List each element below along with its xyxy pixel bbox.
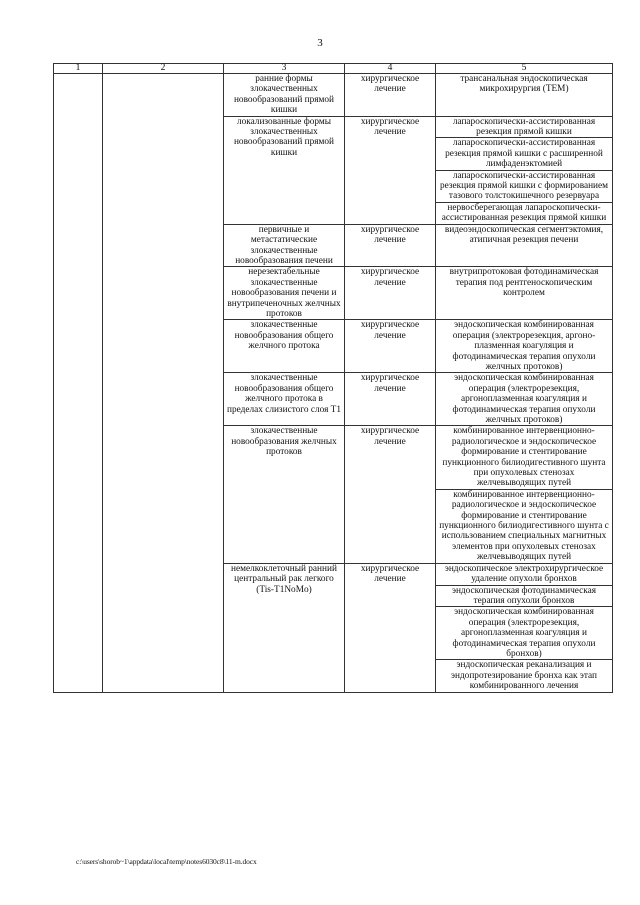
treatment-cell: хирургическое лечение <box>345 373 436 426</box>
method-cell: эндоскопическая фотодинамическая терапия опухоли бронхов <box>436 585 613 607</box>
method-cell: эндоскопическая комбинированная операция (электрорезекция, аргоноплазменная коагуляция и фотодинамическая терапия опухоли бронхов) <box>436 607 613 660</box>
table-header-row <box>54 64 613 74</box>
col2-cell <box>103 74 224 693</box>
treatment-cell: хирургическое лечение <box>345 224 436 267</box>
diagnosis-cell: злокачественные новообразования общего желчного протока в пределах слизистого слоя T1 <box>224 373 345 426</box>
diagnosis-cell: немелкоклеточный ранний центральный рак легкого (Tis-T1NoMo) <box>224 563 345 692</box>
diagnosis-cell: нерезектабельные злокачественные новообразования печени и внутрипеченочных желчных протоков <box>224 267 345 320</box>
method-cell: лапароскопически-ассистированная резекция прямой кишки <box>436 116 613 138</box>
footer-file-path: c:\users\shorob~1\appdata\local\temp\notes6030c8\11-m.docx <box>76 857 257 866</box>
page-number: 3 <box>317 37 323 49</box>
diagnosis-cell: злокачественные новообразования общего желчного протока <box>224 320 345 373</box>
diagnosis-cell: ранние формы злокачественных новообразований прямой кишки <box>224 74 345 117</box>
treatment-cell: хирургическое лечение <box>345 563 436 692</box>
method-cell: эндоскопическое электрохирургическое удаление опухоли бронхов <box>436 563 613 585</box>
method-cell: эндоскопическая реканализация и эндопротезирование бронха как этап комбинированного лечения <box>436 660 613 692</box>
column-header: 5 <box>436 64 613 74</box>
column-header: 3 <box>224 64 345 74</box>
table-row <box>54 74 613 117</box>
treatment-cell: хирургическое лечение <box>345 116 436 224</box>
treatment-cell: хирургическое лечение <box>345 267 436 320</box>
method-cell: комбинированное интервенционно-радиологическое и эндоскопическое формирование и стентирование пункционного билиодигестивного шунта при опухолевых стенозах желчевыводящих путей <box>436 426 613 489</box>
method-cell: комбинированное интервенционно-радиологическое и эндоскопическое формирование и стентирование пункционного билиодигестивного шунта с использованием специальных магнитных элементов при опухолевых стенозах желчевыводящих путей <box>436 489 613 563</box>
procedures-table <box>53 63 613 693</box>
diagnosis-cell: локализованные формы злокачественных новообразований прямой кишки <box>224 116 345 224</box>
treatment-cell: хирургическое лечение <box>345 74 436 117</box>
method-cell: видеоэндоскопическая сегментэктомия, атипичная резекция печени <box>436 224 613 267</box>
treatment-cell: хирургическое лечение <box>345 320 436 373</box>
method-cell: внутрипротоковая фотодинамическая терапия под рентгеноскопическим контролем <box>436 267 613 320</box>
method-cell: лапароскопически-ассистированная резекция прямой кишки с расширенной лимфаденэктомией <box>436 138 613 170</box>
column-header: 1 <box>54 64 103 74</box>
column-header: 2 <box>103 64 224 74</box>
treatment-cell: хирургическое лечение <box>345 426 436 563</box>
method-cell: эндоскопическая комбинированная операция (электрорезекция, аргоноплазменная коагуляция и фотодинамическая терапия опухоли желчных протоков) <box>436 373 613 426</box>
column-header: 4 <box>345 64 436 74</box>
method-cell: трансанальная эндоскопическая микрохирургия (TEM) <box>436 74 613 117</box>
diagnosis-cell: злокачественные новообразования желчных протоков <box>224 426 345 563</box>
method-cell: нервосберегающая лапароскопически-ассистированная резекция прямой кишки <box>436 202 613 224</box>
col1-cell <box>54 74 103 693</box>
diagnosis-cell: первичные и метастатические злокачественные новообразования печени <box>224 224 345 267</box>
method-cell: лапароскопически-ассистированная резекция прямой кишки с формированием тазового толстокишечного резервуара <box>436 170 613 202</box>
method-cell: эндоскопическая комбинированная операция (электрорезекция, аргоно-плазменная коагуляция и фотодинамическая терапия опухоли желчных протоков) <box>436 320 613 373</box>
